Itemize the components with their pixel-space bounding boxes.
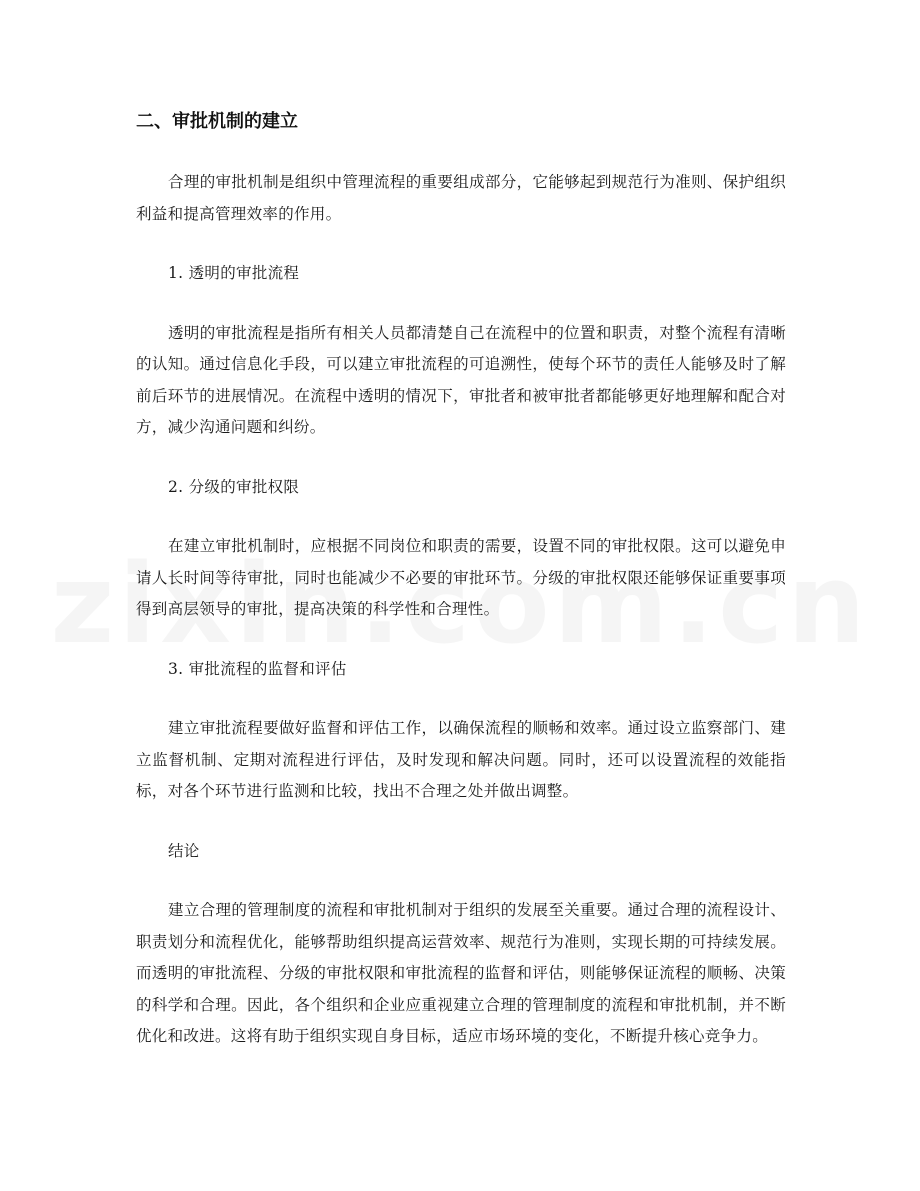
document-body	[136, 102, 786, 1053]
subheading-supervision-evaluation: 3. 审批流程的监督和评估	[168, 659, 347, 678]
paragraph-supervision-evaluation: 建立审批流程要做好监督和评估工作，以确保流程的顺畅和效率。通过设立监察部门、建立监督机制、定期对流程进行评估，及时发现和解决问题。同时，还可以设置流程的效能指标，对各个环节进行监测和比较，找出不合理之处并做出调整。	[136, 719, 786, 800]
subheading-tiered-authority: 2. 分级的审批权限	[168, 477, 300, 496]
intro-paragraph: 合理的审批机制是组织中管理流程的重要组成部分，它能够起到规范行为准则、保护组织利益和提高管理效率的作用。	[136, 173, 786, 223]
section-heading: 二、审批机制的建立	[136, 111, 298, 132]
subheading-conclusion: 结论	[168, 841, 200, 860]
subheading-transparent-process: 1. 透明的审批流程	[168, 264, 300, 282]
paragraph-tiered-authority: 在建立审批机制时，应根据不同岗位和职责的需要，设置不同的审批权限。这可以避免申请人长时间等待审批，同时也能减少不必要的审批环节。分级的审批权限还能够保证重要事项得到高层领导的审批，提高决策的科学性和合理性。	[136, 537, 786, 618]
paragraph-transparent-process: 透明的审批流程是指所有相关人员都清楚自己在流程中的位置和职责，对整个流程有清晰的认知。通过信息化手段，可以建立审批流程的可追溯性，使每个环节的责任人能够及时了解前后环节的进展情况。在流程中透明的情况下，审批者和被审批者都能够更好地理解和配合对方，减少沟通问题和纠纷。	[136, 323, 786, 436]
paragraph-conclusion: 建立合理的管理制度的流程和审批机制对于组织的发展至关重要。通过合理的流程设计、职责划分和流程优化，能够帮助组织提高运营效率、规范行为准则，实现长期的可持续发展。而透明的审批流程、分级的审批权限和审批流程的监督和评估，则能够保证流程的顺畅、决策的科学和合理。因此，各个组织和企业应重视建立合理的管理制度的流程和审批机制，并不断优化和改进。这将有助于组织实现自身目标，适应市场环境的变化，不断提升核心竞争力。	[136, 901, 786, 1045]
